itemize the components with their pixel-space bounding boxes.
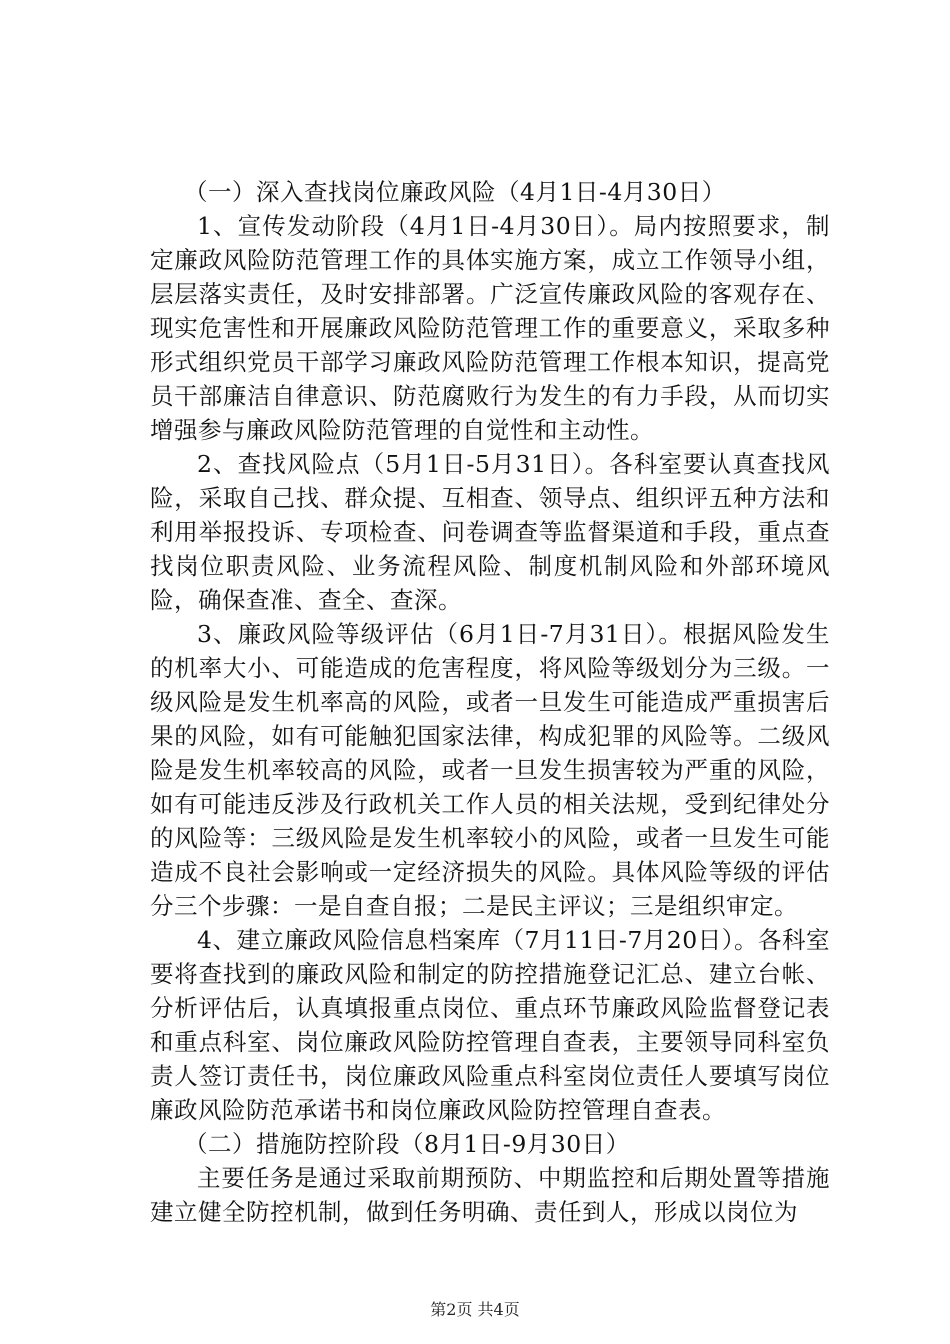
- paragraph-find-risk-points: 2、查找风险点（5月1日-5月31日）。各科室要认真查找风险，采取自己找、群众提、互相查、领导点、组织评五种方法和利用举报投诉、专项检查、问卷调查等监督渠道和手段，重点查找岗位职责风险、业务流程风险、制度机制风险和外部环境风险，确保查准、查全、查深。: [150, 450, 830, 614]
- paragraph-risk-archive: 4、建立廉政风险信息档案库（7月11日-7月20日）。各科室要将查找到的廉政风险和制定的防控措施登记汇总、建立台帐、分析评估后，认真填报重点岗位、重点环节廉政风险监督登记表和重点科室、岗位廉政风险防控管理自查表，主要领导同科室负责人签订责任书，岗位廉政风险重点科室岗位责任人要填写岗位廉政风险防范承诺书和岗位廉政风险防控管理自查表。: [150, 926, 830, 1124]
- page-footer: 第2页 共4页: [430, 1300, 520, 1319]
- document-body: [150, 175, 830, 1229]
- paragraph-main-tasks: 主要任务是通过采取前期预防、中期监控和后期处置等措施建立健全防控机制，做到任务明确、责任到人，形成以岗位为: [150, 1164, 830, 1226]
- paragraph-publicity-stage: 1、宣传发动阶段（4月1日-4月30日）。局内按照要求，制定廉政风险防范管理工作的具体实施方案，成立工作领导小组，层层落实责任，及时安排部署。广泛宣传廉政风险的客观存在、现实危害性和开展廉政风险防范管理工作的重要意义，采取多种形式组织党员干部学习廉政风险防范管理工作根本知识，提高党员干部廉洁自律意识、防范腐败行为发生的有力手段，从而切实增强参与廉政风险防范管理的自觉性和主动性。: [150, 212, 830, 444]
- section-heading-2: （二）措施防控阶段（8月1日-9月30日）: [184, 1130, 630, 1158]
- paragraph-risk-level-assessment: 3、廉政风险等级评估（6月1日-7月31日）。根据风险发生的机率大小、可能造成的危害程度，将风险等级划分为三级。一级风险是发生机率高的风险，或者一旦发生可能造成严重损害后果的风险，如有可能触犯国家法律，构成犯罪的风险等。二级风险是发生机率较高的风险，或者一旦发生损害较为严重的风险，如有可能违反涉及行政机关工作人员的相关法规，受到纪律处分的风险等：三级风险是发生机率较小的风险，或者一旦发生可能造成不良社会影响或一定经济损失的风险。具体风险等级的评估分三个步骤：一是自查自报；二是民主评议；三是组织审定。: [150, 620, 830, 920]
- section-heading-1: （一）深入查找岗位廉政风险（4月1日-4月30日）: [184, 178, 726, 206]
